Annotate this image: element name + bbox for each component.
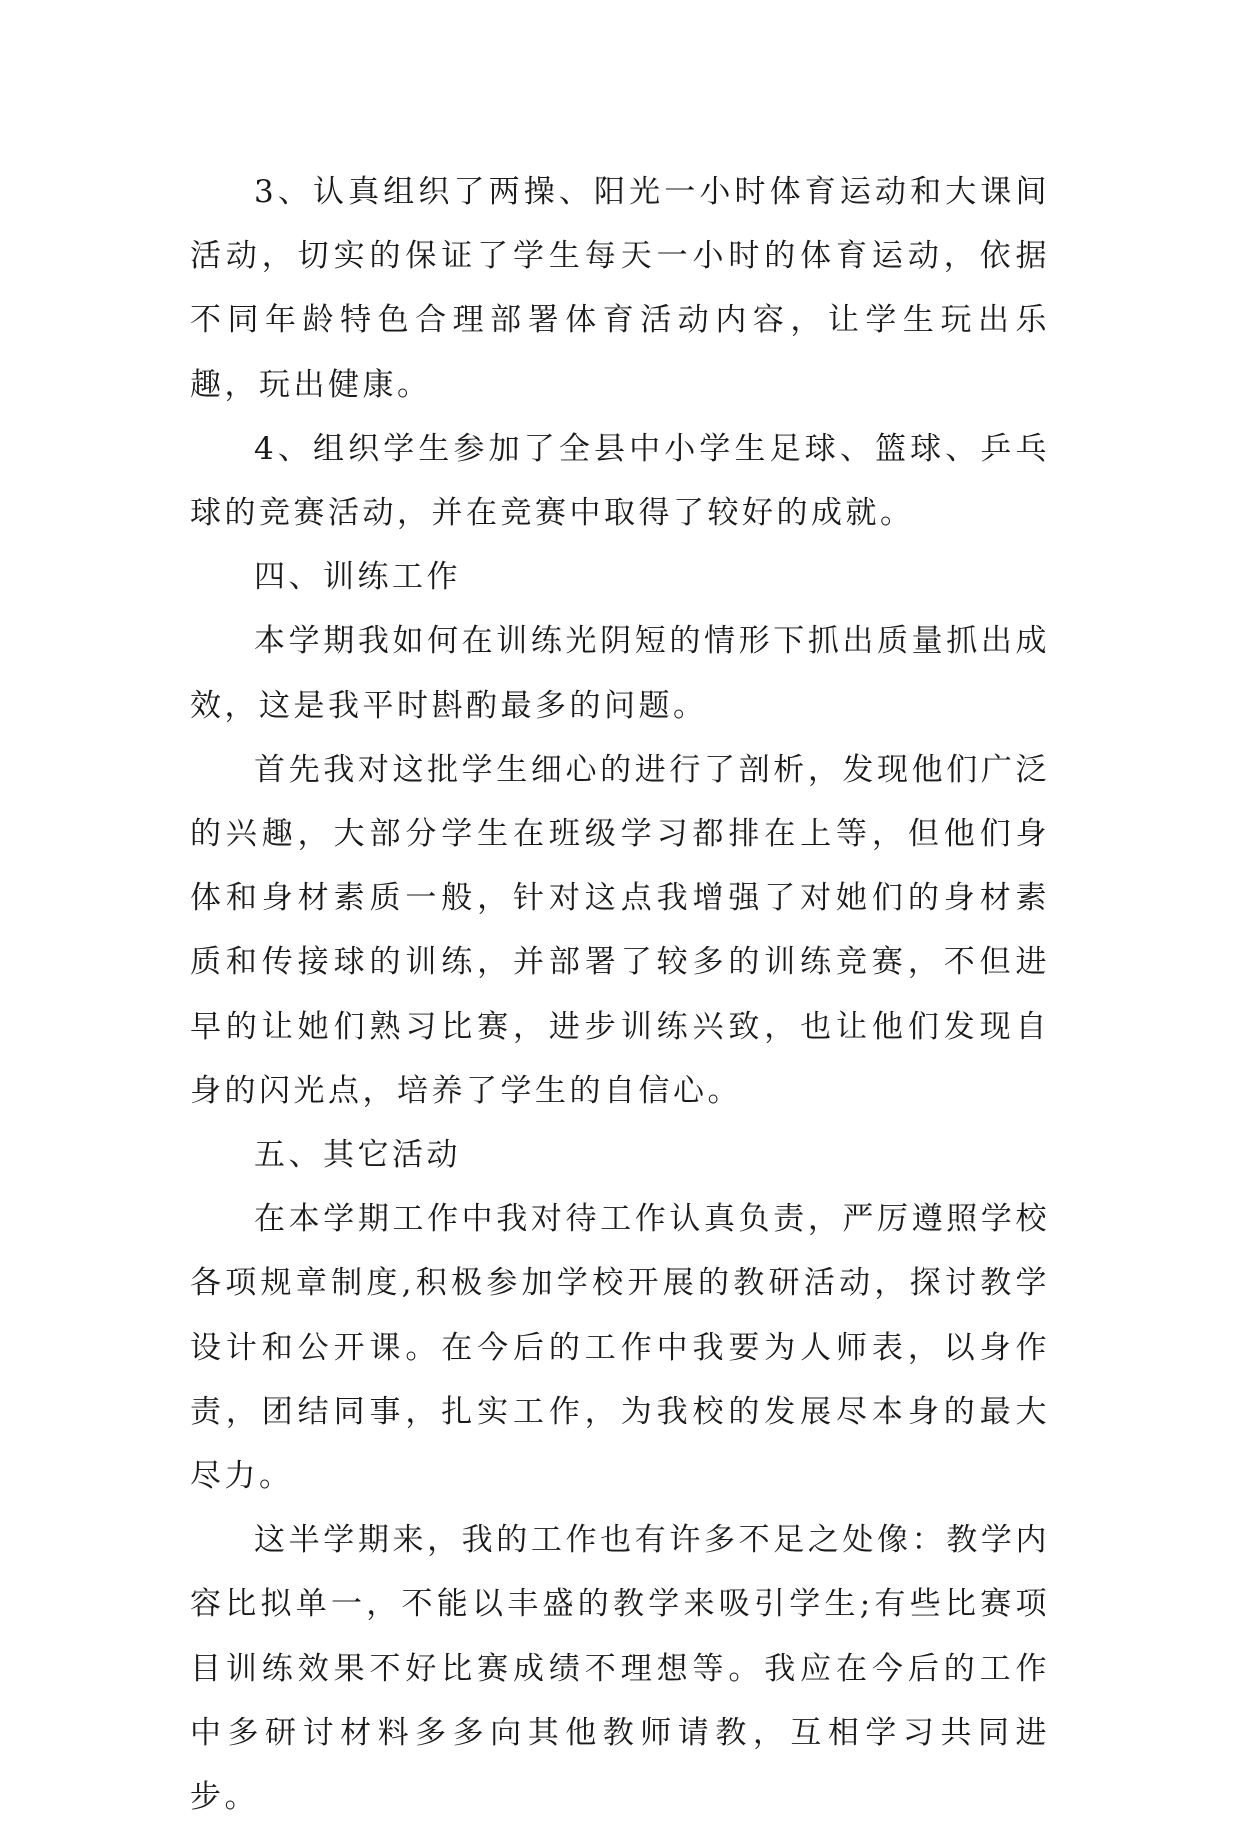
document-body: [190, 160, 1050, 1829]
paragraph-training-intro: 本学期我如何在训练光阴短的情形下抓出质量抓出成效，这是我平时斟酌最多的问题。: [190, 623, 1050, 724]
paragraph-item-3: 3、认真组织了两操、阳光一小时体育运动和大课间活动，切实的保证了学生每天一小时的体育运动，依据不同年龄特色合理部署体育活动内容，让学生玩出乐趣，玩出健康。: [190, 174, 1050, 403]
section-heading-training: 四、训练工作: [254, 559, 461, 596]
paragraph-shortcomings: 这半学期来，我的工作也有许多不足之处像：教学内容比拟单一，不能以丰盛的教学来吸引学生;有些比赛项目训练效果不好比赛成绩不理想等。我应在今后的工作中多研讨材料多多向其他教师请教，互相学习共同进步。: [190, 1522, 1050, 1816]
paragraph-item-4: 4、组织学生参加了全县中小学生足球、篮球、乒乓球的竞赛活动，并在竞赛中取得了较好的成就。: [190, 430, 1050, 532]
paragraph-training-analysis: 首先我对这批学生细心的进行了剖析，发现他们广泛的兴趣，大部分学生在班级学习都排在上等，但他们身体和身材素质一般，针对这点我增强了对她们的身材素质和传接球的训练，并部署了较多的训练竞赛，不但进早的让她们熟习比赛，进步训练兴致，也让他们发现自身的闪光点，培养了学生的自信心。: [190, 751, 1050, 1109]
section-heading-other-activities: 五、其它活动: [254, 1137, 461, 1174]
paragraph-other-activities: 在本学期工作中我对待工作认真负责，严厉遵照学校各项规章制度,积极参加学校开展的教研活动，探讨教学设计和公开课。在今后的工作中我要为人师表，以身作责，团结同事，扎实工作，为我校的发展尽本身的最大尽力。: [190, 1201, 1050, 1495]
